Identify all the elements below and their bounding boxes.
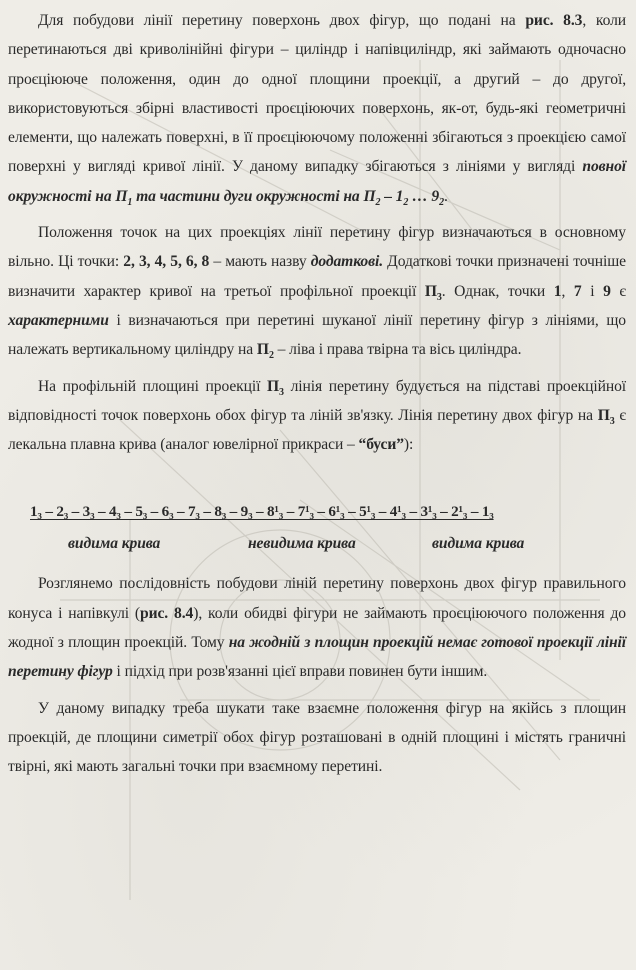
- paragraph-2: Положення точок на цих проекціях лінії перетину фігур визначаються в основному вільно. Ці точки: 2, 3, 4, 5, 6, 8 – мають назву додаткові. Додаткові точки призначені точніше визначити характер кривої на третьої профільної проекції $П_3$. Однак, точки 1, 7 і 9 є характерними і визначаються при перетині шуканої лінії перетину фігур з лініями, що належать вертикальному циліндру на $П_2$ – ліва і права твірна та вісь циліндра.: [8, 224, 627, 362]
- visible-curve-label-right: видима крива: [432, 535, 525, 553]
- p2-text-8: і визначаються при перетині шуканої лінії перетину фігур з лініями, що належать вертикальному циліндру на: [8, 311, 626, 359]
- p3-projection-p3-b: $П_3$: [597, 406, 615, 427]
- p2-projection-p2: $П_2$: [256, 341, 274, 362]
- paragraph-4: [8, 569, 626, 686]
- point-9: 9: [603, 282, 611, 300]
- p2-text-4: . Однак, точки: [441, 282, 554, 300]
- additional-points: 2, 3, 4, 5, 6, 8: [123, 253, 210, 271]
- paragraph-5: [8, 694, 626, 782]
- paragraph-3: На профільній площині проекції $П_3$ лінія перетину будується на підставі проекційної відповідності точок поверхонь обох фігур та ліній зв'язку. Лінія перетину двох фігур на $П_3$ є лекальна плавна крива (аналог ювелірної прикраси – “буси”):: [8, 377, 627, 454]
- p2-projection-p3: $П_3$: [424, 282, 442, 303]
- paragraph-1: [8, 6, 626, 211]
- figure-ref-8-3: рис. 8.3: [525, 12, 583, 29]
- curve-sequence: [8, 471, 626, 551]
- p1-text-3: .: [444, 187, 448, 205]
- point-7: 7: [573, 282, 582, 300]
- p2-emphasis-additional: додаткові.: [310, 253, 383, 271]
- beads-quote: “буси”: [358, 436, 404, 454]
- body-text: [8, 6, 626, 782]
- p2-emphasis-characteristic: характерними: [8, 311, 109, 329]
- figure-ref-8-4: рис. 8.4: [140, 604, 194, 622]
- p1-emphasis-1: повної окружності на $П_1$ та частини дуги окружності на $П_2 - 1_2$ … $9_2$: [8, 158, 626, 208]
- p4-text-3: і підхід при розв'язанні цієї вправи повинен бути іншим.: [112, 663, 488, 681]
- p2-text-1: Положення точок на цих проекціях лінії перетину фігур визначаються в основному вільно. Ці точки:: [8, 224, 626, 271]
- visible-curve-label-left: видима крива: [68, 535, 161, 553]
- p1-text-1: Для побудови лінії перетину поверхонь двох фігур, що подані на: [38, 12, 526, 29]
- p4-text-1: Розглянемо послідовність побудови ліній перетину поверхонь двох фігур правильного конуса і напівкулі (: [8, 575, 626, 622]
- p3-text-3: є лекальна плавна крива (аналог ювелірної прикраси –: [8, 406, 626, 454]
- p2-text-9: – ліва і права твірна та вісь циліндра.: [273, 341, 522, 359]
- p5-text-1: У даному випадку треба шукати таке взаємне положення фігур на якійсь з площин проекцій, де площини симетрії обох фігур розташовані в одній площині і містять граничні твірні, які мають загальні точки при взаємному перетині.: [8, 699, 626, 776]
- hidden-curve-label: невидима крива: [248, 535, 356, 553]
- p3-text-1: На профільній площині проекції: [38, 377, 268, 395]
- point-1: 1: [553, 282, 562, 300]
- p1-text-2: , коли перетинаються дві криволінійні фігури – циліндр і напівциліндр, які займають одночасно проєціююче положення, один до одної площини проекції, а другий – до другої, використовуються збірні властивості проєціюючих поверхонь, як-от, будь-які геометричні елементи, що належать поверхні, в її проєціюючому положенні збігаються з проекцією самої поверхні у вигляді кривої лінії. У даному випадку збігаються з лініями у вигляді: [8, 12, 626, 176]
- p2-text-2: – мають назву: [209, 253, 311, 271]
- p4-emphasis: на жодній з площин проекцій немає готової проекції лінії перетину фігур: [8, 634, 626, 681]
- point-sequence: 1₃ – 2₃ – 3₃ – 4₃ – 5₃ – 6₃ – 7₃ – 8₃ – 9₃ – 8¹₃ – 7¹₃ – 6¹₃ – 5¹₃ – 4¹₃ – 3¹₃ – 2¹₃ – 1₃: [30, 503, 494, 521]
- p3-projection-p3: $П_3$: [267, 377, 284, 398]
- p2-text-3: Додаткові точки призначені точніше визначити характер кривої на третьої профільної проекції: [8, 253, 627, 300]
- p4-text-2: ), коли обидві фігури не займають проєціюючого положення до жодної з площин проекцій. Тому: [8, 604, 626, 652]
- p3-text-2: лінія перетину будується на підставі проекційної відповідності точок поверхонь обох фігур та ліній зв'язку. Лінія перетину двох фігур на: [8, 377, 627, 424]
